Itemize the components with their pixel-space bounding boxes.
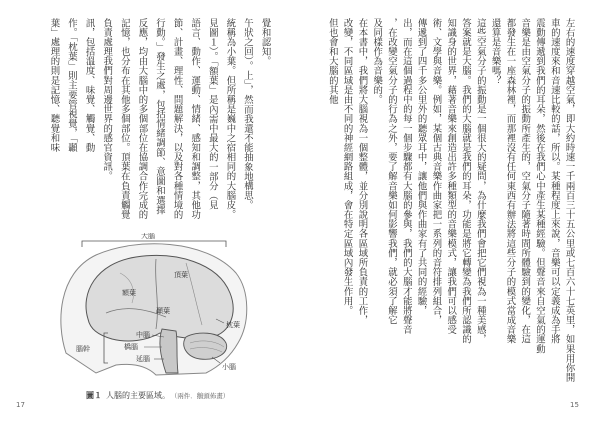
left-column: 午狀之回）。上」，然而我還不能抽象地構思。	[241, 18, 253, 210]
right-column: ，在改變空氣分子的行為之外，要了解音樂如何影響我們，就必須了解它	[385, 18, 397, 325]
right-column: 術、文學與音樂。例如，某個古典音樂作曲家把一系列的音符排列組合，	[430, 18, 442, 325]
occipital-label: 枕葉	[226, 321, 240, 329]
pons-label: 橋腦	[124, 343, 138, 351]
left-column: 訊，包括溫度、味覺、觸覺、動	[83, 18, 95, 153]
left-page-number: 17	[16, 401, 25, 409]
cerebellum-label: 小腦	[222, 363, 236, 371]
right-column: 及同樣作為音樂的。	[371, 18, 383, 105]
left-column: 葉」處理的則是記憶、聽覺和味	[48, 18, 60, 153]
right-column: 音樂是由空氣分子的振動所產生的，空氣分子隨著時間所體驗到的變化，在這	[519, 18, 531, 345]
right-column: 都發生在一座森林裡，而那裡沒有任何東西有辦法將這些分子的模式當成音樂	[504, 18, 516, 345]
right-page-number: 15	[570, 401, 579, 409]
cerebrum-label: 大腦	[141, 233, 155, 240]
right-column: 答案就是大腦。我們的大腦就是我們的耳朵，功能是將它轉變為我們所認識的	[459, 18, 471, 345]
temporal-label: 顳葉	[156, 307, 170, 315]
left-column: 節、計畫、理性、問題解決，以及對各種情境的	[171, 18, 183, 220]
cerebellum-shape	[184, 333, 227, 359]
left-column: 反應，均由大腦中的多個部位在協調合作完成的	[136, 18, 148, 220]
right-column: 左右的速度穿越空氣，即大約時速一千兩百三十五公里或七百六十七英里，如果用你開	[563, 18, 575, 383]
brain-figure	[36, 233, 266, 383]
right-column: 還算是音樂嗎？	[489, 18, 501, 86]
left-column: 記憶，也分布在其他多個部位。頂葉在負責觸覺	[118, 18, 130, 220]
medulla-label: 延腦	[136, 355, 150, 363]
right-column: 這些空氣分子的振動是一個很大的疑問，為什麼我們會把它們視為一種美感，	[474, 18, 486, 345]
left-column: 作。「枕葉」則主要管視覺，「顳	[65, 18, 77, 153]
left-column: 負責處理我們對周邊世界的感官資訊。	[101, 18, 113, 182]
left-column: 行動。」發生之處，包括情緒調節、意圖和選擇	[153, 18, 165, 215]
right-column: 改變，不同區域是由不同的神經網路組成，會在特定區域內發生作用。	[341, 18, 353, 316]
left-column: 統稱為小葉。但所稱是巍中之宿相同的大腦皮。	[224, 18, 236, 220]
right-column: 但也會和大腦的其他	[326, 18, 338, 105]
left-column: 見圖１）。「額葉」是內需中最大的一部分（見	[206, 18, 218, 210]
figure-caption-text: 人腦的主要區域。	[106, 391, 170, 400]
right-column: 知識身的世界，藉著音樂來創造出許多種類型的音樂模式，讓我們可以感受	[445, 18, 457, 335]
parietal-label: 頂葉	[174, 271, 188, 279]
right-column: 在本書中，我們將大腦視為一個整體，並分別說明各區域所負責的工作，	[356, 18, 368, 325]
figure-caption	[86, 390, 229, 401]
left-column: 覺和認知。	[259, 18, 271, 66]
right-column: 出，而在這個過程中的每一個步驟都有大腦的參與，我們的大腦才能將聲音	[400, 18, 412, 335]
midbrain-label: 中腦	[136, 331, 150, 339]
right-column: 震動傳遞到我們的耳朵，然後在我們心中產生某種經驗。但聲音來自空氣的運動	[533, 18, 545, 354]
frontal-label: 額葉	[122, 289, 136, 297]
figure-source: （兩件．鵝頭佈畫）	[174, 392, 230, 400]
brainstem-label: 腦幹	[76, 345, 90, 353]
right-page	[300, 0, 600, 427]
figure-number: 圖１	[86, 391, 102, 400]
right-column: 車的速度來和音速比較的話，所以。某種程度上來說，音樂可以定義成為手將	[548, 18, 560, 345]
left-column: 語言、動作、運動、情緒、感知和調整，其他功	[189, 18, 201, 220]
right-column: 傳遞到了四千多公里外的聽眾耳中，讓他們與作曲家有了共同的經驗，	[415, 18, 427, 316]
